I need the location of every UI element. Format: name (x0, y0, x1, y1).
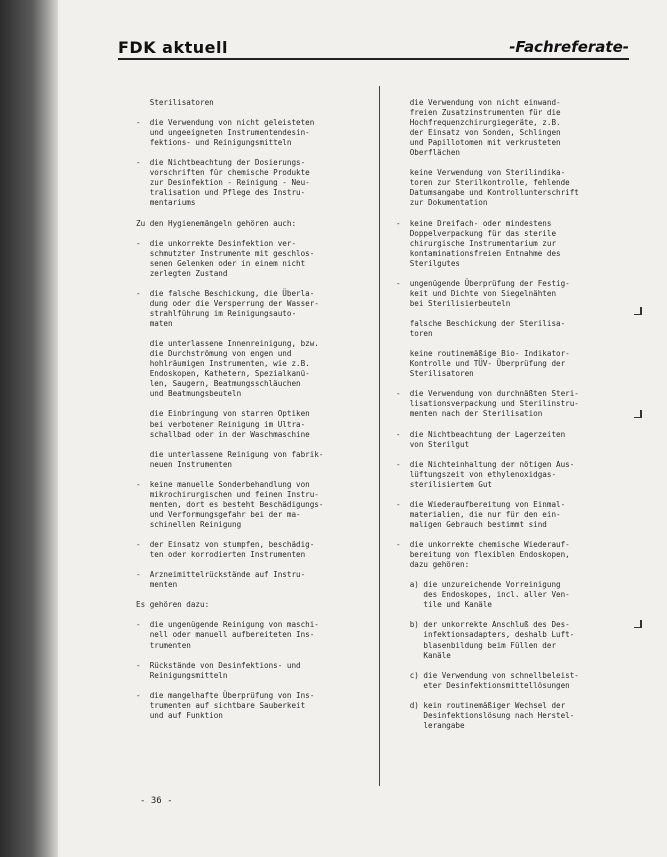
text-line: chirurgische Instrumentarium zur (396, 238, 557, 248)
text-line: schmutzter Instrumente mit geschlos- (136, 248, 315, 258)
text-line: Kontrolle und TÜV- Überprüfung der (396, 359, 566, 369)
text-line (136, 681, 376, 691)
text-line (396, 379, 636, 389)
text-line (136, 560, 376, 570)
text-line (136, 470, 376, 480)
text-line: toren (396, 329, 433, 339)
text-line (136, 108, 376, 118)
text-line: b) der unkorrekte Anschluß des Des- (396, 620, 570, 630)
text-line: - Rückstände von Desinfektions- und (136, 660, 301, 670)
column-divider (379, 86, 380, 786)
text-line: falsche Beschickung der Sterilisa- (396, 319, 566, 329)
text-line: und ungeeigneten Instrumentendesin- (136, 128, 310, 138)
text-line: die Durchströmung von engen und (136, 349, 292, 359)
text-line (136, 229, 376, 239)
text-line: Doppelverpackung für das sterile (396, 228, 557, 238)
text-line: neuen Instrumenten (136, 459, 233, 469)
text-line: Datumsangabe und Kontrollunterschrift (396, 188, 579, 198)
text-line: maligen Gebrauch bestimmt sind (396, 519, 547, 529)
text-line (396, 691, 636, 701)
text-line: bei Sterilisierbeuteln (396, 298, 511, 308)
text-line: kontaminationsfreien Entnahme des (396, 248, 561, 258)
text-line (136, 279, 376, 289)
text-line: lüftungszeit von ethylenoxidgas- (396, 469, 557, 479)
text-line: mikrochirurgischen und feinen Instru- (136, 489, 319, 499)
text-line: die unterlassene Innenreinigung, bzw. (136, 339, 319, 349)
margin-mark (634, 620, 642, 628)
text-line: freien Zusatzinstrumenten für die (396, 108, 561, 118)
text-line: nell oder manuell aufbereiteten Ins- (136, 630, 315, 640)
text-line: und Papillotomen mit verkrusteten (396, 138, 561, 148)
text-line: bei verbotener Reinigung im Ultra- (136, 419, 306, 429)
left-text-column (136, 98, 376, 721)
text-line: lerangabe (396, 720, 465, 730)
text-line: Kanäle (396, 650, 451, 660)
text-line: Sterilisatoren (136, 98, 214, 107)
text-line: zerlegten Zustand (136, 268, 228, 278)
text-line (136, 329, 376, 339)
text-line: Hochfrequenzchirurgiegeräte, z.B. (396, 118, 561, 128)
binding-shadow (0, 0, 58, 857)
text-line: und Beatmungsbeuteln (136, 389, 242, 399)
text-line: Reinigungsmitteln (136, 670, 228, 680)
text-line: Zu den Hygienemängeln gehören auch: (136, 218, 297, 228)
text-line: menten, dort es besteht Beschädigungs- (136, 499, 324, 509)
text-line: trumenten auf sichtbare Sauberkeit (136, 700, 306, 710)
margin-mark (634, 410, 642, 418)
text-line: von Sterilgut (396, 439, 470, 449)
text-line (396, 661, 636, 671)
text-line: zur Dokumentation (396, 198, 488, 208)
text-line: - die Verwendung von nicht geleisteten (136, 118, 315, 128)
text-line: - Arzneimittelrückstände auf Instru- (136, 570, 306, 580)
text-line: bereitung von flexiblen Endoskopen, (396, 550, 570, 560)
text-line (136, 590, 376, 600)
text-line: dazu gehören: (396, 560, 470, 570)
text-line (396, 309, 636, 319)
text-line: Desinfektionslösung nach Herstel- (396, 710, 575, 720)
text-line: - ungenügende Überprüfung der Festig- (396, 278, 570, 288)
text-line: - keine Dreifach- oder mindestens (396, 218, 552, 228)
text-line: fektions- und Reinigungsmitteln (136, 138, 292, 148)
text-line: - die unkorrekte Desinfektion ver- (136, 238, 297, 248)
text-line (136, 440, 376, 450)
text-line: - die Nichtbeachtung der Lagerzeiten (396, 429, 566, 439)
text-line: maten (136, 319, 173, 329)
text-line: len, Saugern, Beatmungsschläuchen (136, 379, 301, 389)
text-line: keine Verwendung von Sterilindika- (396, 168, 566, 178)
text-line: tile und Kanäle (396, 600, 493, 610)
text-line (396, 490, 636, 500)
text-line: sterilisiertem Gut (396, 479, 493, 489)
text-line: keit und Dichte von Siegelnähten (396, 288, 557, 298)
margin-mark (634, 307, 642, 315)
text-line (396, 420, 636, 430)
text-line: hohlräumigen Instrumenten, wie z.B. (136, 359, 310, 369)
text-line: materialien, die nur für den ein- (396, 509, 561, 519)
text-line: die Einbringung von starren Optiken (136, 409, 310, 419)
text-line: menten nach der Sterilisation (396, 409, 543, 419)
text-line: trumenten (136, 640, 191, 650)
text-line: d) kein routinemäßiger Wechsel der (396, 700, 566, 710)
text-line: - die falsche Beschickung, die Überla- (136, 288, 315, 298)
text-line (136, 530, 376, 540)
text-line (396, 158, 636, 168)
text-line: blasenbildung beim Füllen der (396, 640, 557, 650)
text-line: Sterilgutes (396, 258, 461, 268)
text-line: - die Verwendung von durchnäßten Steri- (396, 389, 579, 399)
text-line: a) die unzureichende Vorreinigung (396, 580, 561, 590)
text-line: keine routinemäßige Bio- Indikator- (396, 349, 570, 359)
text-line: - die ungenügende Reinigung von maschi- (136, 620, 319, 630)
page-header-title: FDK aktuell (118, 38, 228, 57)
text-line: c) die Verwendung von schnellbeleist- (396, 670, 579, 680)
text-line: die unterlassene Reinigung von fabrik- (136, 449, 324, 459)
text-line: - die Nichtbeachtung der Dosierungs- (136, 158, 306, 168)
text-line (396, 209, 636, 219)
text-line: dung oder die Versperrung der Wasser- (136, 298, 319, 308)
text-line: ten oder korrodierten Instrumenten (136, 550, 306, 560)
right-text-column (396, 98, 636, 731)
text-line (136, 209, 376, 219)
text-line: vorschriften für chemische Produkte (136, 168, 310, 178)
text-line (396, 269, 636, 279)
text-line (136, 651, 376, 661)
text-line: - die mangelhafte Überprüfung von Ins- (136, 690, 315, 700)
text-line: menten (136, 580, 178, 590)
text-line: Endoskopen, Kathetern, Spezialkanü- (136, 369, 310, 379)
text-line: des Endoskopes, incl. aller Ven- (396, 590, 570, 600)
text-line (396, 530, 636, 540)
text-line: eter Desinfektionsmittellösungen (396, 680, 570, 690)
text-line (396, 339, 636, 349)
text-line (136, 610, 376, 620)
text-line: lisationsverpackung und Sterilinstru- (396, 399, 579, 409)
text-line: strahlführung im Reinigungsauto- (136, 308, 297, 318)
text-line: schinellen Reinigung (136, 519, 242, 529)
text-line: Es gehören dazu: (136, 600, 210, 610)
text-line (136, 399, 376, 409)
text-line: tralisation und Pflege des Instru- (136, 188, 306, 198)
text-line: senen Gelenken oder in einem nicht (136, 258, 306, 268)
text-line: - die Wiederaufbereitung von Einmal- (396, 499, 566, 509)
text-line: - die unkorrekte chemische Wiederauf- (396, 540, 570, 550)
page-header-section: -Fachreferate- (509, 38, 629, 56)
text-line: Sterilisatoren (396, 369, 474, 379)
text-line: toren zur Sterilkontrolle, fehlende (396, 178, 570, 188)
text-line: der Einsatz von Sonden, Schlingen (396, 128, 561, 138)
text-line: mentariums (136, 198, 196, 208)
text-line (136, 148, 376, 158)
text-line: - die Nichteinhaltung der nötigen Aus- (396, 459, 575, 469)
text-line (396, 570, 636, 580)
text-line: und auf Funktion (136, 710, 223, 720)
text-line: infektionsadapters, deshalb Luft- (396, 630, 575, 640)
text-line (396, 610, 636, 620)
header-rule (118, 58, 629, 60)
text-line (396, 450, 636, 460)
text-line: und Verformungsgefahr bei der ma- (136, 509, 301, 519)
text-line: schallbad oder in der Waschmaschine (136, 429, 310, 439)
page-number: - 36 - (140, 796, 173, 806)
text-line: - der Einsatz von stumpfen, beschädig- (136, 540, 315, 550)
text-line: die Verwendung von nicht einwand- (396, 98, 561, 107)
text-line: zur Desinfektion - Reinigung - Neu- (136, 178, 310, 188)
text-line: - keine manuelle Sonderbehandlung von (136, 479, 310, 489)
text-line: Oberflächen (396, 148, 461, 158)
